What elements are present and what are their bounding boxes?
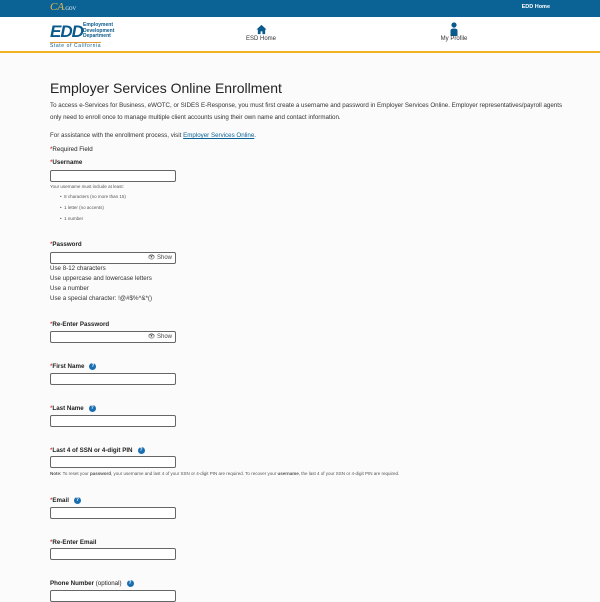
assistance-text: For assistance with the enrollment process, visit Employer Services Online. [50, 132, 257, 139]
edd-logo[interactable] [50, 21, 120, 49]
help-icon[interactable]: ? [139, 447, 143, 453]
employer-services-online-link[interactable]: Employer Services Online [183, 132, 255, 139]
reenter-email-input[interactable] [50, 548, 176, 560]
username-hint: Your username must include at least: [50, 184, 124, 189]
password-rule: Use a number [50, 285, 89, 292]
ca-gov-logo[interactable]: CA.GOV [50, 1, 77, 13]
help-icon[interactable]: ? [90, 405, 94, 411]
home-icon [231, 22, 291, 36]
phone-label: Phone Number (optional) ? [50, 580, 132, 588]
edd-home-link[interactable]: EDD Home [521, 4, 550, 10]
username-rule: • 1 letter (no accents) [60, 205, 104, 210]
help-icon[interactable]: ? [128, 580, 132, 586]
page-title: Employer Services Online Enrollment [50, 80, 282, 96]
reenter-email-label: *Re-Enter Email [50, 539, 97, 546]
username-input[interactable] [50, 170, 176, 182]
ssn-input[interactable] [50, 456, 176, 468]
last-name-label: *Last Name ? [50, 405, 94, 413]
password-rules [50, 264, 152, 304]
username-rule: • 8 characters (no more than 15) [60, 194, 126, 199]
logo-dept: Employment Development Department [83, 22, 115, 39]
first-name-label: *First Name ? [50, 363, 95, 371]
email-label: *Email ? [50, 497, 79, 505]
username-rule: • 1 number [60, 216, 84, 221]
help-icon[interactable]: ? [75, 497, 79, 503]
email-input[interactable] [50, 507, 176, 519]
password-rule: Use 8-12 characters [50, 265, 106, 272]
nav-esd-home[interactable] [231, 22, 291, 42]
reenter-password-label: *Re-Enter Password [50, 321, 110, 328]
password-rule: Use a special character: !@#$%^&*() [50, 295, 153, 302]
nav-label: My Profile [440, 36, 468, 42]
logo-state: State of California [50, 43, 102, 49]
nav-my-profile[interactable] [424, 22, 484, 42]
ssn-label: *Last 4 of SSN or 4-digit PIN ? [50, 447, 143, 455]
password-label: *Password [50, 241, 82, 248]
show-password-toggle[interactable]: 👁 Show [147, 334, 172, 340]
eye-icon: 👁 [147, 255, 156, 261]
person-icon [424, 22, 484, 36]
password-rule: Use uppercase and lowercase letters [50, 275, 152, 282]
intro-text: To access e-Services for Business, eWOTC, or SIDES E-Response, you must first create a username and password in Employer Services Online. Employer representatives/payroll agents only need to enroll once to manage multiple client accounts using their own name and contact information. [50, 102, 563, 121]
ssn-note: Note: To reset your password, your username and last 4 of your SSN or 4-digit PIN are required. To recover your username, the last 4 of your SSN or 4-digit PIN are required. [50, 471, 400, 476]
top-bar [0, 0, 600, 17]
last-name-input[interactable] [50, 415, 176, 427]
nav-label: ESD Home [245, 36, 276, 42]
site-header [0, 17, 600, 53]
logo-abbr: EDD [50, 22, 83, 41]
username-label: *Username [50, 159, 83, 166]
required-field-note: *Required Field [50, 146, 93, 153]
reenter-password-input[interactable] [50, 331, 176, 343]
first-name-input[interactable] [50, 373, 176, 385]
show-password-toggle[interactable]: 👁 Show [147, 255, 172, 261]
password-input[interactable] [50, 252, 176, 264]
eye-icon: 👁 [147, 334, 156, 340]
help-icon[interactable]: ? [91, 363, 95, 369]
phone-input[interactable] [50, 590, 176, 602]
